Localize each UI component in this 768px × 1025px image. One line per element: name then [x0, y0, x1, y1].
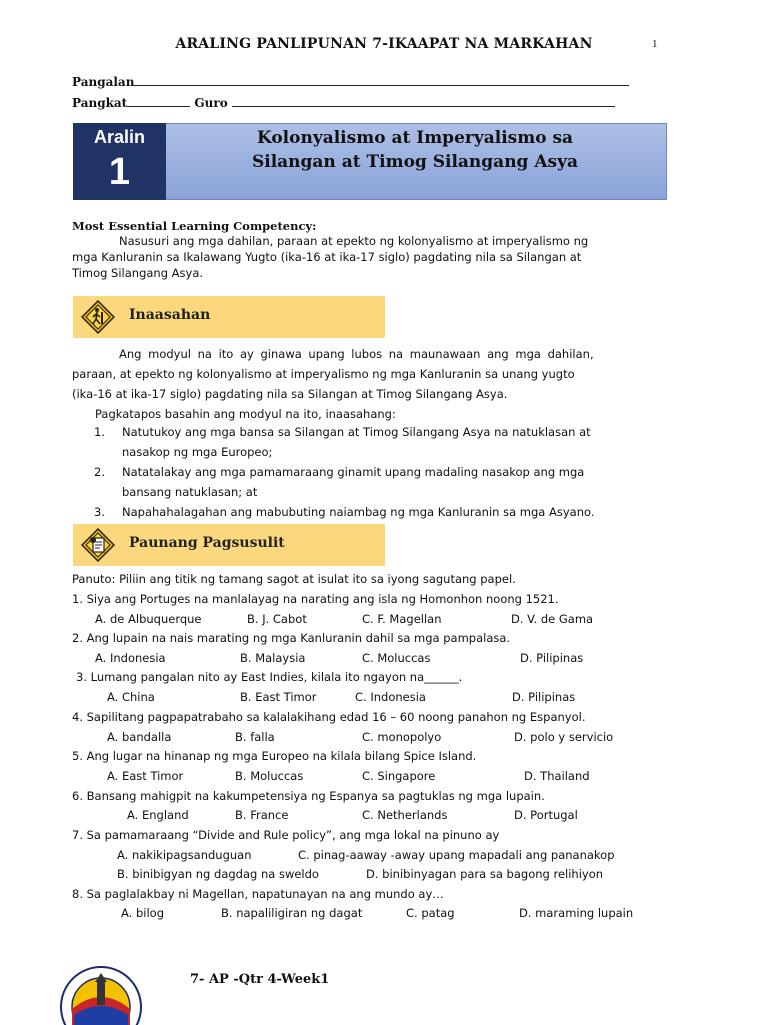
choice-3a: A. China [107, 690, 155, 704]
page-number: 1 [652, 38, 658, 50]
list-item [94, 422, 684, 462]
pangkat-blank [127, 95, 190, 107]
guro-label: Guro [194, 96, 228, 110]
lesson-title [180, 126, 650, 174]
inaasahan-line: (ika-16 at ika-17 siglo) pagdating nila sa Silangan at Timog Silangang Asya. [72, 387, 508, 401]
lesson-label: Aralin [93, 127, 145, 147]
question-4: 4. Sapilitang pagpapatrabaho sa kalalakihang edad 16 – 60 noong panahon ng Espanyol. [72, 710, 586, 724]
question-1: 1. Siya ang Portuges na manlalayag na narating ang isla ng Homonhon noong 1521. [72, 592, 559, 606]
question-7: 7. Sa pamamaraang “Divide and Rule policy”, ang mga lokal na pinuno ay [72, 828, 500, 842]
pagsusulit-heading: Paunang Pagsusulit [129, 535, 285, 551]
schools-division-seal-icon [58, 965, 144, 1025]
choice-4c: C. monopolyo [362, 730, 442, 744]
document-header-title: ARALING PANLIPUNAN 7-IKAAPAT NA MARKAHAN [175, 36, 593, 52]
goal-text: Natutukoy ang mga bansa sa Silangan at Timog Silangang Asya na natuklasan at [122, 425, 591, 439]
lesson-number: 1 [108, 151, 131, 193]
pangalan-field [72, 74, 629, 89]
mlc-heading: Most Essential Learning Competency: [72, 219, 317, 233]
choice-6c: C. Netherlands [362, 808, 448, 822]
choice-1d: D. V. de Gama [511, 612, 594, 626]
choice-5c: C. Singapore [362, 769, 436, 783]
choice-3d: D. Pilipinas [512, 690, 576, 704]
choice-4d: D. polo y servicio [514, 730, 614, 744]
choice-8b: B. napaliligiran ng dagat [221, 906, 363, 920]
lesson-title-line2: Silangan at Timog Silangang Asya [251, 152, 579, 172]
choice-5a: A. East Timor [107, 769, 184, 783]
lesson-title-line1: Kolonyalismo at Imperyalismo sa [256, 128, 574, 148]
question-3: 3. Lumang pangalan nito ay East Indies, kilala ito ngayon na______. [76, 670, 463, 684]
goals-list [94, 422, 684, 522]
pangalan-label: Pangalan [72, 75, 135, 89]
choice-4a: A. bandalla [107, 730, 172, 744]
pangalan-blank [134, 74, 629, 86]
choice-8c: C. patag [406, 906, 455, 920]
question-5: 5. Ang lugar na hinanap ng mga Europeo na kilala bilang Spice Island. [72, 749, 477, 763]
question-2: 2. Ang lupain na nais marating ng mga Kanluranin dahil sa mga pampalasa. [72, 631, 511, 645]
inaasahan-intro: Pagkatapos basahin ang modyul na ito, inaasahang: [95, 407, 396, 421]
goal-text: bansang natuklasan; at [122, 485, 258, 499]
choice-6d: D. Portugal [514, 808, 578, 822]
goal-text: Napahahalagahan ang mabubuting naiambag ng mga Kanluranin sa mga Asyano. [122, 505, 595, 519]
choice-1c: C. F. Magellan [362, 612, 442, 626]
question-8: 8. Sa paglalakbay ni Magellan, napatunayan na ang mundo ay… [72, 887, 444, 901]
choice-3c: C. Indonesia [355, 690, 426, 704]
choice-1b: B. J. Cabot [247, 612, 307, 626]
choice-8d: D. maraming lupain [519, 906, 634, 920]
choice-5b: B. Moluccas [235, 769, 304, 783]
mlc-text [72, 233, 682, 281]
mlc-line: Nasusuri ang mga dahilan, paraan at epekto ng kolonyalismo at imperyalismo ng [119, 234, 589, 248]
inaasahan-line: paraan, at epekto ng kolonyalismo at imperyalismo ng mga Kanluranin sa unang yugto [72, 367, 575, 381]
choice-2a: A. Indonesia [95, 651, 166, 665]
goal-text: Natatalakay ang mga pamamaraang ginamit upang madaling nasakop ang mga [122, 465, 585, 479]
question-6: 6. Bansang mahigpit na kakumpetensiya ng Espanya sa pagtuklas ng mga lupain. [72, 789, 545, 803]
inaasahan-section-tag [73, 296, 385, 338]
inaasahan-line: Ang modyul na ito ay ginawa upang lubos na maunawaan ang mga dahilan, [119, 347, 594, 361]
choice-4b: B. falla [235, 730, 275, 744]
inaasahan-paragraph [72, 344, 682, 424]
choice-6b: B. France [235, 808, 289, 822]
walking-person-sign-icon [81, 300, 115, 334]
pangkat-guro-field [72, 95, 615, 110]
choice-2c: C. Moluccas [362, 651, 431, 665]
test-paper-sign-icon [81, 528, 115, 562]
choice-6a: A. England [127, 808, 189, 822]
mlc-line: mga Kanluranin sa Ikalawang Yugto (ika-16 at ika-17 siglo) pagdating nila sa Silangan at [72, 250, 582, 264]
choice-2d: D. Pilipinas [520, 651, 584, 665]
goal-number: 1. [94, 425, 105, 439]
list-item [94, 462, 684, 502]
mlc-line: Timog Silangang Asya. [72, 266, 204, 280]
goal-number: 3. [94, 505, 105, 519]
inaasahan-heading: Inaasahan [129, 307, 211, 323]
footer-label: 7- AP -Qtr 4-Week1 [190, 972, 330, 987]
choice-3b: B. East Timor [240, 690, 317, 704]
guro-blank [232, 95, 615, 107]
pagsusulit-section-tag [73, 524, 385, 566]
choice-7c: C. pinag-aaway -away upang mapadali ang pananakop [298, 848, 615, 862]
quiz-instruction: Panuto: Piliin ang titik ng tamang sagot at isulat ito sa iyong sagutang papel. [72, 572, 516, 586]
choice-7a: A. nakikipagsanduguan [117, 848, 252, 862]
pangkat-label: Pangkat [72, 96, 128, 110]
choice-7b: B. binibigyan ng dagdag na sweldo [117, 867, 319, 881]
choice-1a: A. de Albuquerque [95, 612, 202, 626]
list-item [94, 502, 684, 522]
choice-2b: B. Malaysia [240, 651, 306, 665]
lesson-number-box [73, 123, 166, 200]
choice-5d: D. Thailand [524, 769, 590, 783]
choice-7d: D. binibinyagan para sa bagong relihiyon [366, 867, 604, 881]
goal-number: 2. [94, 465, 105, 479]
choice-8a: A. bilog [121, 906, 165, 920]
goal-text: nasakop ng mga Europeo; [122, 445, 273, 459]
